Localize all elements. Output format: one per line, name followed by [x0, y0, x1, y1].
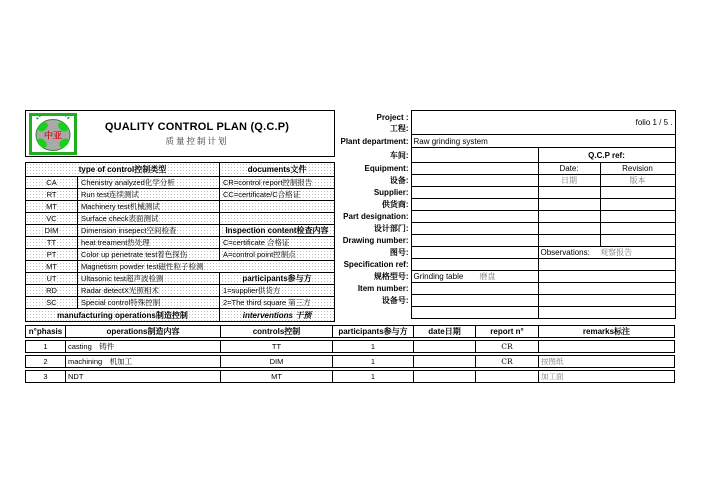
plant-department-value[interactable]: Raw grinding system — [411, 135, 675, 148]
remark-cell[interactable] — [539, 341, 674, 352]
design-dept-value-cell[interactable] — [411, 223, 538, 235]
top-section — [25, 110, 675, 322]
date-cell[interactable] — [538, 211, 600, 223]
control-cell[interactable]: TT — [221, 341, 333, 352]
drawing-number-label-zh: 图号: — [389, 248, 409, 257]
participant-cell[interactable]: 1 — [333, 371, 414, 382]
revision-cell[interactable] — [600, 211, 675, 223]
control-desc[interactable]: Magnetism powder test磁性粒子检测 — [81, 262, 204, 271]
date-column-header: Date: — [538, 163, 600, 175]
col-header-report: report n° — [476, 326, 539, 337]
control-types-header — [26, 163, 334, 176]
item-number-label-zh: 设备号: — [381, 296, 409, 305]
revision-column-header: Revision — [600, 163, 675, 175]
phase-number-cell[interactable]: 3 — [26, 371, 66, 382]
spec-ref-label: Specification ref: — [343, 260, 409, 269]
col-header-operations: operations制造内容 — [66, 326, 221, 337]
observations-cell[interactable] — [538, 283, 675, 295]
document-code[interactable] — [220, 213, 334, 224]
drawing-number-label: Drawing number: — [342, 236, 409, 245]
project-label-zh: 工程: — [389, 123, 409, 133]
drawing-number-zh-value-cell[interactable] — [411, 247, 538, 259]
report-cell[interactable]: CR — [476, 341, 539, 352]
col-header-type-of-control: type of control控制类型 — [26, 163, 220, 176]
workshop-label: 车间: — [389, 150, 409, 160]
control-cell[interactable]: MT — [221, 371, 333, 382]
date-cell[interactable] — [414, 371, 476, 382]
spec-value-en: Grinding table — [413, 272, 464, 281]
revision-cell[interactable] — [600, 223, 675, 235]
participant-code[interactable]: 2=The third square 第三方 — [223, 298, 311, 307]
spec-value-zh: 磨盘 — [479, 272, 496, 281]
revision-cell[interactable] — [600, 199, 675, 211]
equipment-zh-value-cell[interactable] — [411, 175, 538, 187]
control-code[interactable]: DIM — [26, 225, 78, 236]
observations-label: Observations: — [540, 248, 590, 257]
control-desc[interactable]: Color up penetrate test着色探伤 — [78, 249, 220, 260]
date-cell[interactable] — [538, 223, 600, 235]
supplier-value-cell[interactable] — [411, 187, 538, 199]
control-type-row — [26, 176, 334, 188]
part-designation-value-cell[interactable] — [411, 211, 538, 223]
date-cell[interactable] — [538, 235, 600, 247]
control-desc[interactable]: Dimension insepect空间检查 — [78, 225, 220, 236]
participants-header: participants参与方 — [242, 274, 312, 283]
operations-header-row — [25, 325, 675, 338]
participant-cell[interactable]: 1 — [333, 341, 414, 352]
control-desc[interactable]: Ultasonic test超声波检测 — [78, 273, 220, 284]
spec-value-cell[interactable] — [411, 271, 538, 283]
observations-label-zh: 观察报告 — [600, 248, 633, 257]
control-desc[interactable]: Run test连续测试 — [78, 189, 220, 200]
date-column-header-zh: 日期 — [538, 175, 600, 187]
phase-number-cell[interactable]: 1 — [26, 341, 66, 352]
document-code[interactable]: CR=control report控制报告 — [223, 178, 313, 187]
col-header-nphasis: n°phasis — [26, 326, 66, 337]
workshop-value-cell[interactable] — [411, 148, 538, 163]
remark-cell[interactable]: 按图纸 — [541, 357, 564, 366]
operation-cell[interactable]: NDT — [66, 371, 221, 382]
control-type-row — [26, 260, 334, 272]
control-code[interactable]: CA — [26, 177, 78, 188]
revision-cell[interactable] — [600, 235, 675, 247]
control-code[interactable]: RT — [26, 189, 78, 200]
control-code[interactable]: PT — [26, 249, 78, 260]
document-code[interactable] — [220, 201, 334, 212]
remark-cell[interactable]: 加工面 — [541, 372, 564, 381]
control-code[interactable]: SC — [26, 297, 78, 308]
control-types-table — [25, 162, 335, 322]
operations-table — [25, 325, 675, 383]
interventions-header: interventions 干预 — [242, 311, 312, 320]
document-code[interactable]: CC=certificate/C合格证 — [223, 190, 301, 199]
operation-row — [25, 340, 675, 353]
plant-department-label: Plant department: — [340, 136, 409, 146]
company-logo-icon — [26, 111, 80, 156]
operation-cell[interactable]: casting 铸件 — [66, 341, 221, 352]
observations-cell[interactable] — [538, 259, 675, 271]
observations-cell[interactable] — [538, 271, 675, 283]
control-desc[interactable]: Chenistry analyzed化学分析 — [78, 177, 220, 188]
control-code[interactable]: RD — [26, 285, 78, 296]
part-designation-label: Part designation: — [343, 212, 409, 221]
control-type-row — [26, 212, 334, 224]
phase-number-cell[interactable]: 2 — [26, 356, 66, 367]
project-form — [335, 110, 676, 319]
project-label-en: Project : — [376, 112, 409, 122]
section-footer-row — [26, 308, 334, 321]
operation-cell[interactable]: machining 机加工 — [66, 356, 221, 367]
date-cell[interactable] — [538, 187, 600, 199]
page-title: QUALITY CONTROL PLAN (Q.C.P) — [104, 120, 290, 133]
title-block — [25, 110, 335, 157]
control-type-row — [26, 188, 334, 200]
supplier-label: Supplier: — [373, 188, 409, 197]
date-cell[interactable] — [538, 199, 600, 211]
title-area — [80, 121, 334, 147]
col-header-participants: participants参与方 — [333, 326, 414, 337]
equipment-label-zh: 设备: — [389, 176, 409, 185]
col-header-controls: controls控制 — [221, 326, 333, 337]
drawing-number-value-cell[interactable] — [411, 235, 538, 247]
col-header-remarks: remarks标注 — [582, 327, 631, 336]
logo-center-text: 中亚 — [43, 130, 63, 140]
control-code[interactable]: TT — [26, 237, 78, 248]
control-code[interactable]: VC — [26, 213, 78, 224]
empty-value-cell[interactable] — [411, 307, 538, 319]
control-code[interactable]: MT — [26, 261, 78, 272]
item-number-label: Item number: — [357, 284, 409, 293]
item-number-value-cell[interactable] — [411, 283, 538, 295]
control-type-row — [26, 236, 334, 248]
control-type-row — [26, 296, 334, 308]
design-dept-label-zh: 设计部门: — [373, 224, 409, 233]
control-desc[interactable]: heat treament热处理 — [78, 237, 220, 248]
control-code[interactable]: MT — [26, 201, 78, 212]
sheet-content — [25, 110, 675, 383]
control-desc[interactable]: Machinery test机械测试 — [78, 201, 220, 212]
control-type-row — [26, 284, 334, 296]
control-desc[interactable]: Radar detectX光照相术 — [78, 285, 220, 296]
revision-column-header-zh: 版本 — [600, 175, 675, 187]
equipment-value-cell[interactable] — [411, 163, 538, 175]
observations-header — [538, 247, 675, 259]
control-type-row — [26, 200, 334, 212]
qcp-ref-header: Q.C.P ref: — [538, 148, 675, 163]
control-type-row — [26, 248, 334, 260]
supplier-label-zh: 供货商: — [381, 200, 409, 209]
spec-ref-value-cell[interactable] — [411, 259, 538, 271]
document-code[interactable]: A=control point控制点 — [223, 250, 296, 259]
project-label — [335, 111, 411, 135]
participant-cell[interactable]: 1 — [333, 356, 414, 367]
page-title-zh: 质量控制计划 — [165, 135, 229, 146]
project-value-cell[interactable]: folio 1 / 5 . — [411, 111, 675, 135]
revision-cell[interactable] — [600, 187, 675, 199]
left-column — [25, 110, 335, 322]
empty-label — [335, 307, 411, 319]
supplier-zh-value-cell[interactable] — [411, 199, 538, 211]
date-cell[interactable] — [414, 341, 476, 352]
control-type-row — [26, 224, 334, 236]
date-cell[interactable] — [414, 356, 476, 367]
col-header-documents: documents文件 — [247, 165, 307, 174]
operation-row — [25, 355, 675, 368]
manufacturing-operations-header: manufacturing operations制造控制 — [26, 309, 220, 321]
right-column — [335, 110, 675, 319]
observations-cell[interactable] — [538, 307, 675, 319]
control-cell[interactable]: DIM — [221, 356, 333, 367]
control-desc[interactable]: Special control特殊控制 — [78, 297, 220, 308]
col-header-date: date日期 — [414, 326, 476, 337]
report-cell[interactable]: CR — [476, 356, 539, 367]
item-number-zh-value-cell[interactable] — [411, 295, 538, 307]
control-type-row — [26, 272, 334, 284]
control-code[interactable]: UT — [26, 273, 78, 284]
participant-code[interactable]: 1=supplier供货方 — [223, 286, 281, 295]
operation-row — [25, 370, 675, 383]
report-cell[interactable] — [476, 371, 539, 382]
observations-cell[interactable] — [538, 295, 675, 307]
spec-ref-label-zh: 规格型号: — [373, 272, 409, 281]
inspection-content-header: Inspection content检查内容 — [225, 226, 329, 235]
document-code[interactable]: C=certificate 合格证 — [223, 238, 290, 247]
control-desc[interactable]: Surface check表面测试 — [78, 213, 220, 224]
equipment-label: Equipment: — [364, 164, 409, 173]
